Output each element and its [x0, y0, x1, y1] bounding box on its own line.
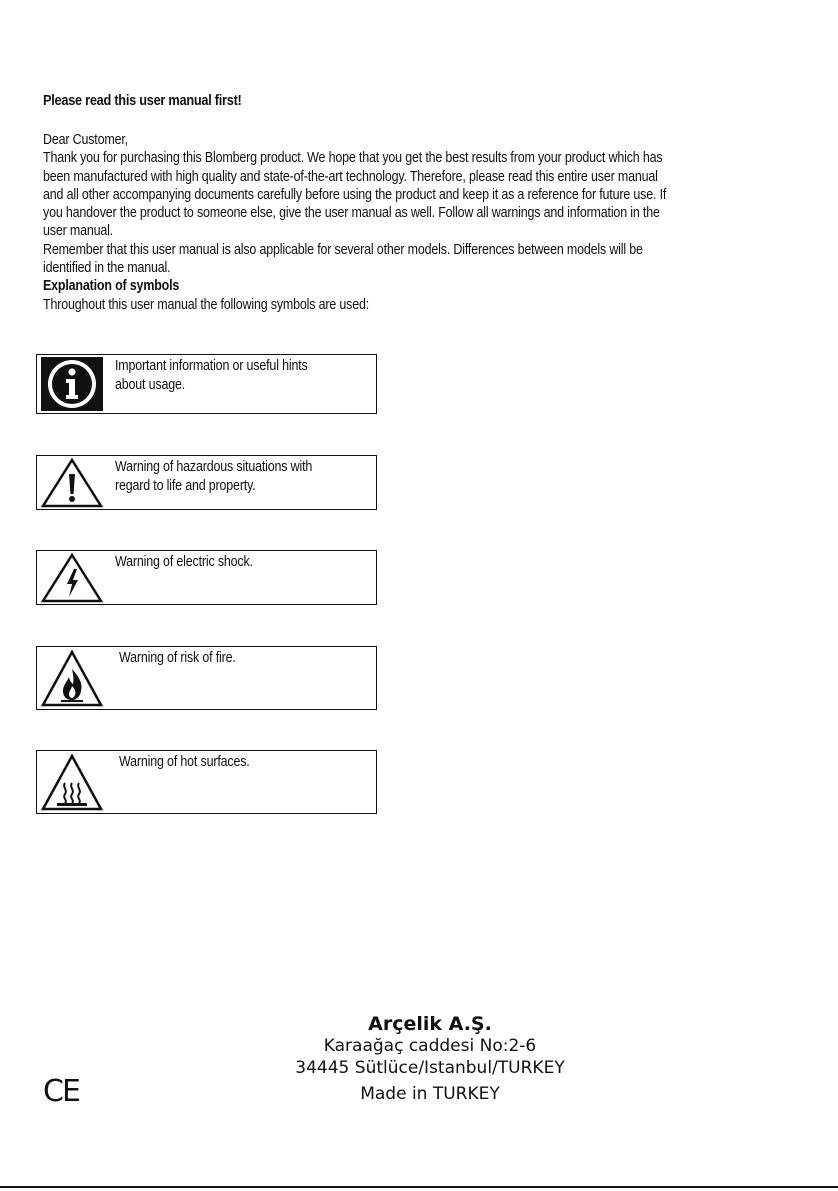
- address-line: 34445 Sütlüce/Istanbul/TURKEY: [295, 1058, 565, 1078]
- intro-line: Thank you for purchasing this Blomberg product. We hope that you get the best results from your product which has: [43, 150, 663, 167]
- page-bottom-rule: [0, 1186, 838, 1188]
- made-in-line: Made in TURKEY: [360, 1084, 500, 1104]
- symbol-description: Warning of electric shock.: [115, 554, 253, 570]
- symbol-description: Important information or useful hints: [115, 358, 308, 374]
- intro-line: been manufactured with high quality and state-of-the-art technology. Therefore, please read this entire user manual: [43, 168, 658, 185]
- warning-hazard-icon: [41, 458, 103, 513]
- info-icon: [41, 357, 103, 416]
- ce-mark: CE: [43, 1074, 79, 1109]
- remember-line: identified in the manual.: [43, 260, 171, 277]
- symbol-description: about usage.: [115, 376, 186, 393]
- address-line: Karaağaç caddesi No:2-6: [323, 1036, 537, 1056]
- symbol-box-hazard: [36, 455, 377, 510]
- symbol-description: Warning of risk of fire.: [119, 650, 236, 666]
- symbol-description: Warning of hot surfaces.: [119, 754, 250, 770]
- fire-risk-icon: [41, 649, 103, 712]
- electric-shock-icon: [41, 553, 103, 608]
- symbol-box-info: [36, 354, 377, 414]
- hot-surface-icon: [41, 753, 103, 816]
- intro-line: you handover the product to someone else, give the user manual as well. Follow all warnings and information in the: [43, 205, 660, 222]
- symbol-box-electric: [36, 550, 377, 605]
- intro-text: [43, 131, 791, 314]
- symbol-description: Warning of hazardous situations with: [115, 459, 313, 475]
- symbols-heading: Explanation of symbols: [43, 278, 180, 295]
- intro-line: and all other accompanying documents carefully before using the product and keep it as a reference for future use. If: [43, 186, 667, 203]
- intro-line: user manual.: [43, 223, 114, 240]
- greeting-line: Dear Customer,: [43, 132, 128, 148]
- symbol-description: regard to life and property.: [115, 477, 256, 494]
- symbol-box-fire: [36, 646, 377, 710]
- symbols-intro: Throughout this user manual the following symbols are used:: [43, 296, 370, 313]
- remember-line: Remember that this user manual is also applicable for several other models. Differences between models will be: [43, 241, 643, 258]
- company-name: Arçelik A.Ş.: [368, 1013, 492, 1035]
- symbol-box-hot: [36, 750, 377, 814]
- manual-heading: Please read this user manual first!: [43, 93, 242, 109]
